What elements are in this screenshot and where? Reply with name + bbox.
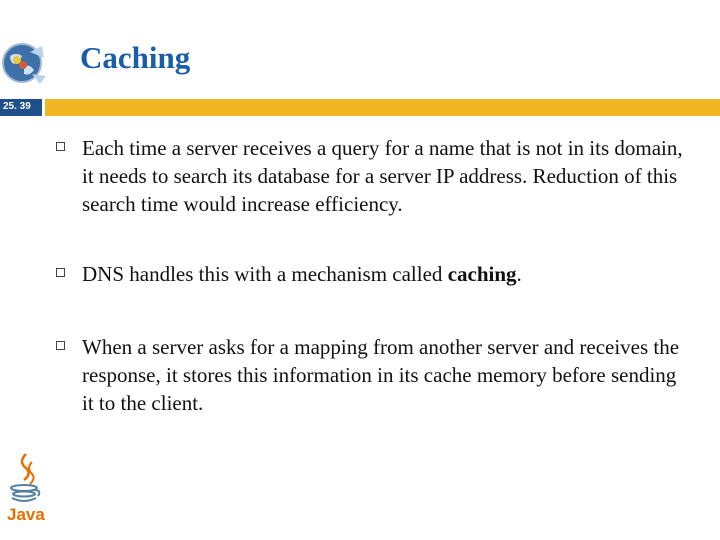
bullet-text-bold: caching	[447, 262, 517, 286]
square-bullet-icon	[56, 268, 65, 277]
bullet-text-suffix: .	[516, 262, 522, 286]
square-bullet-icon	[56, 341, 65, 350]
bullet-text	[82, 260, 692, 288]
square-bullet-icon	[56, 142, 65, 151]
bullet-text: When a server asks for a mapping from another server and receives the response, it stores this information in its cache memory before sending it to the client.	[82, 335, 680, 415]
slide-title: Caching	[80, 40, 191, 75]
java-logo-icon	[4, 452, 46, 526]
bullet-text: Each time a server receives a query for a name that is not in its domain, it needs to search its database for a server IP address. Reduction of this search time would increase efficiency.	[82, 136, 683, 216]
slide-number: 25. 39	[3, 101, 31, 112]
java-wordmark: Java	[7, 505, 45, 524]
bullet-text-prefix: DNS handles this with a mechanism called	[82, 262, 448, 286]
